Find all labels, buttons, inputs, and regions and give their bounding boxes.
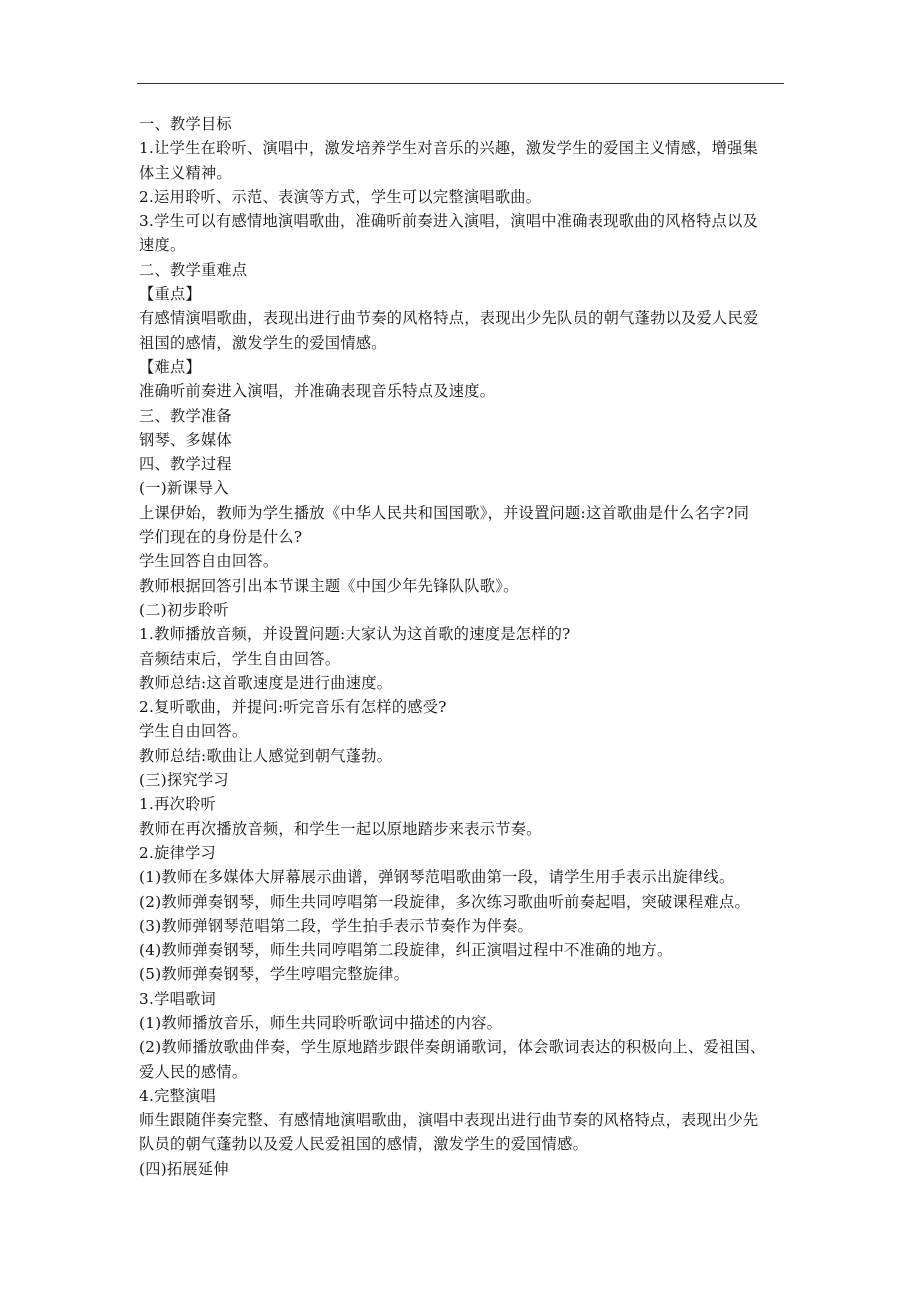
text-line: 爱人民的感情。 <box>139 1062 248 1081</box>
text-line: 钢琴、多媒体 <box>139 430 232 449</box>
header-rule <box>137 83 784 84</box>
subheading-extension: (四)拓展延伸 <box>139 1159 229 1178</box>
text-line: 学生回答自由回答。 <box>139 552 279 571</box>
text-line: 教师在再次播放音频，和学生一起以原地踏步来表示节奏。 <box>139 819 542 838</box>
text-line: 音频结束后，学生自由回答。 <box>139 649 341 668</box>
text-line: 3.学唱歌词 <box>139 989 217 1008</box>
text-line: (1)教师播放音乐，师生共同聆听歌词中描述的内容。 <box>139 1013 503 1032</box>
text-line: 有感情演唱歌曲，表现出进行曲节奏的风格特点，表现出少先队员的朝气蓬勃以及爱人民爱 <box>139 309 759 328</box>
subheading-difficult-point: 【难点】 <box>139 357 201 376</box>
text-line: 准确听前奏进入演唱，并准确表现音乐特点及速度。 <box>139 382 496 401</box>
text-line: 1.再次聆听 <box>139 795 217 814</box>
text-line: 1.教师播放音频，并设置问题:大家认为这首歌的速度是怎样的? <box>139 625 571 644</box>
text-line: 教师总结:这首歌速度是进行曲速度。 <box>139 673 393 692</box>
section-heading-teaching-goals: 一、教学目标 <box>139 115 232 133</box>
subheading-first-listening: (二)初步聆听 <box>139 600 229 619</box>
text-line: 2.旋律学习 <box>139 843 217 862</box>
text-line: (5)教师弹奏钢琴，学生哼唱完整旋律。 <box>139 965 410 984</box>
document-body <box>139 112 791 1181</box>
subheading-key-point: 【重点】 <box>139 285 201 304</box>
text-line: 祖国的感情，激发学生的爱国情感。 <box>139 333 387 352</box>
text-line: 3.学生可以有感情地演唱歌曲，准确听前奏进入演唱，演唱中准确表现歌曲的风格特点以及 <box>139 212 759 231</box>
text-line: 2.运用聆听、示范、表演等方式，学生可以完整演唱歌曲。 <box>139 187 542 206</box>
text-line: 速度。 <box>139 236 186 255</box>
text-line: (1)教师在多媒体大屏幕展示曲谱，弹钢琴范唱歌曲第一段，请学生用手表示出旋律线。 <box>139 868 735 887</box>
text-line: (4)教师弹奏钢琴，师生共同哼唱第二段旋律，纠正演唱过程中不准确的地方。 <box>139 941 673 960</box>
text-line: 2.复听歌曲，并提问:听完音乐有怎样的感受? <box>139 698 447 717</box>
text-line: 队员的朝气蓬勃以及爱人民爱祖国的感情，激发学生的爱国情感。 <box>139 1135 589 1154</box>
section-heading-key-difficult-points: 二、教学重难点 <box>139 260 248 279</box>
text-line: 学们现在的身份是什么? <box>139 528 303 547</box>
text-line: (2)教师播放歌曲伴奏，学生原地踏步跟伴奏朗诵歌词，体会歌词表达的积极向上、爱祖国、 <box>139 1038 766 1057</box>
section-heading-process: 四、教学过程 <box>139 455 232 474</box>
section-heading-preparation: 三、教学准备 <box>139 406 232 425</box>
text-line: 师生跟随伴奏完整、有感情地演唱歌曲，演唱中表现出进行曲节奏的风格特点，表现出少先 <box>139 1111 759 1130</box>
text-line: 4.完整演唱 <box>139 1086 217 1105</box>
text-line: 教师总结:歌曲让人感觉到朝气蓬勃。 <box>139 746 393 765</box>
text-line: 上课伊始，教师为学生播放《中华人民共和国国歌》，并设置问题:这首歌曲是什么名字?同 <box>139 503 750 522</box>
text-line: 1.让学生在聆听、演唱中，激发培养学生对音乐的兴趣，激发学生的爱国主义情感，增强集 <box>139 139 759 158</box>
text-line: 学生自由回答。 <box>139 722 248 741</box>
text-line: 教师根据回答引出本节课主题《中国少年先锋队队歌》。 <box>139 576 519 595</box>
text-line: (2)教师弹奏钢琴，师生共同哼唱第一段旋律，多次练习歌曲听前奏起唱，突破课程难点。 <box>139 892 750 911</box>
text-line: 体主义精神。 <box>139 163 232 182</box>
subheading-exploration: (三)探究学习 <box>139 771 229 790</box>
text-line: (3)教师弹钢琴范唱第二段，学生拍手表示节奏作为伴奏。 <box>139 916 534 935</box>
subheading-introduction: (一)新课导入 <box>139 479 229 498</box>
